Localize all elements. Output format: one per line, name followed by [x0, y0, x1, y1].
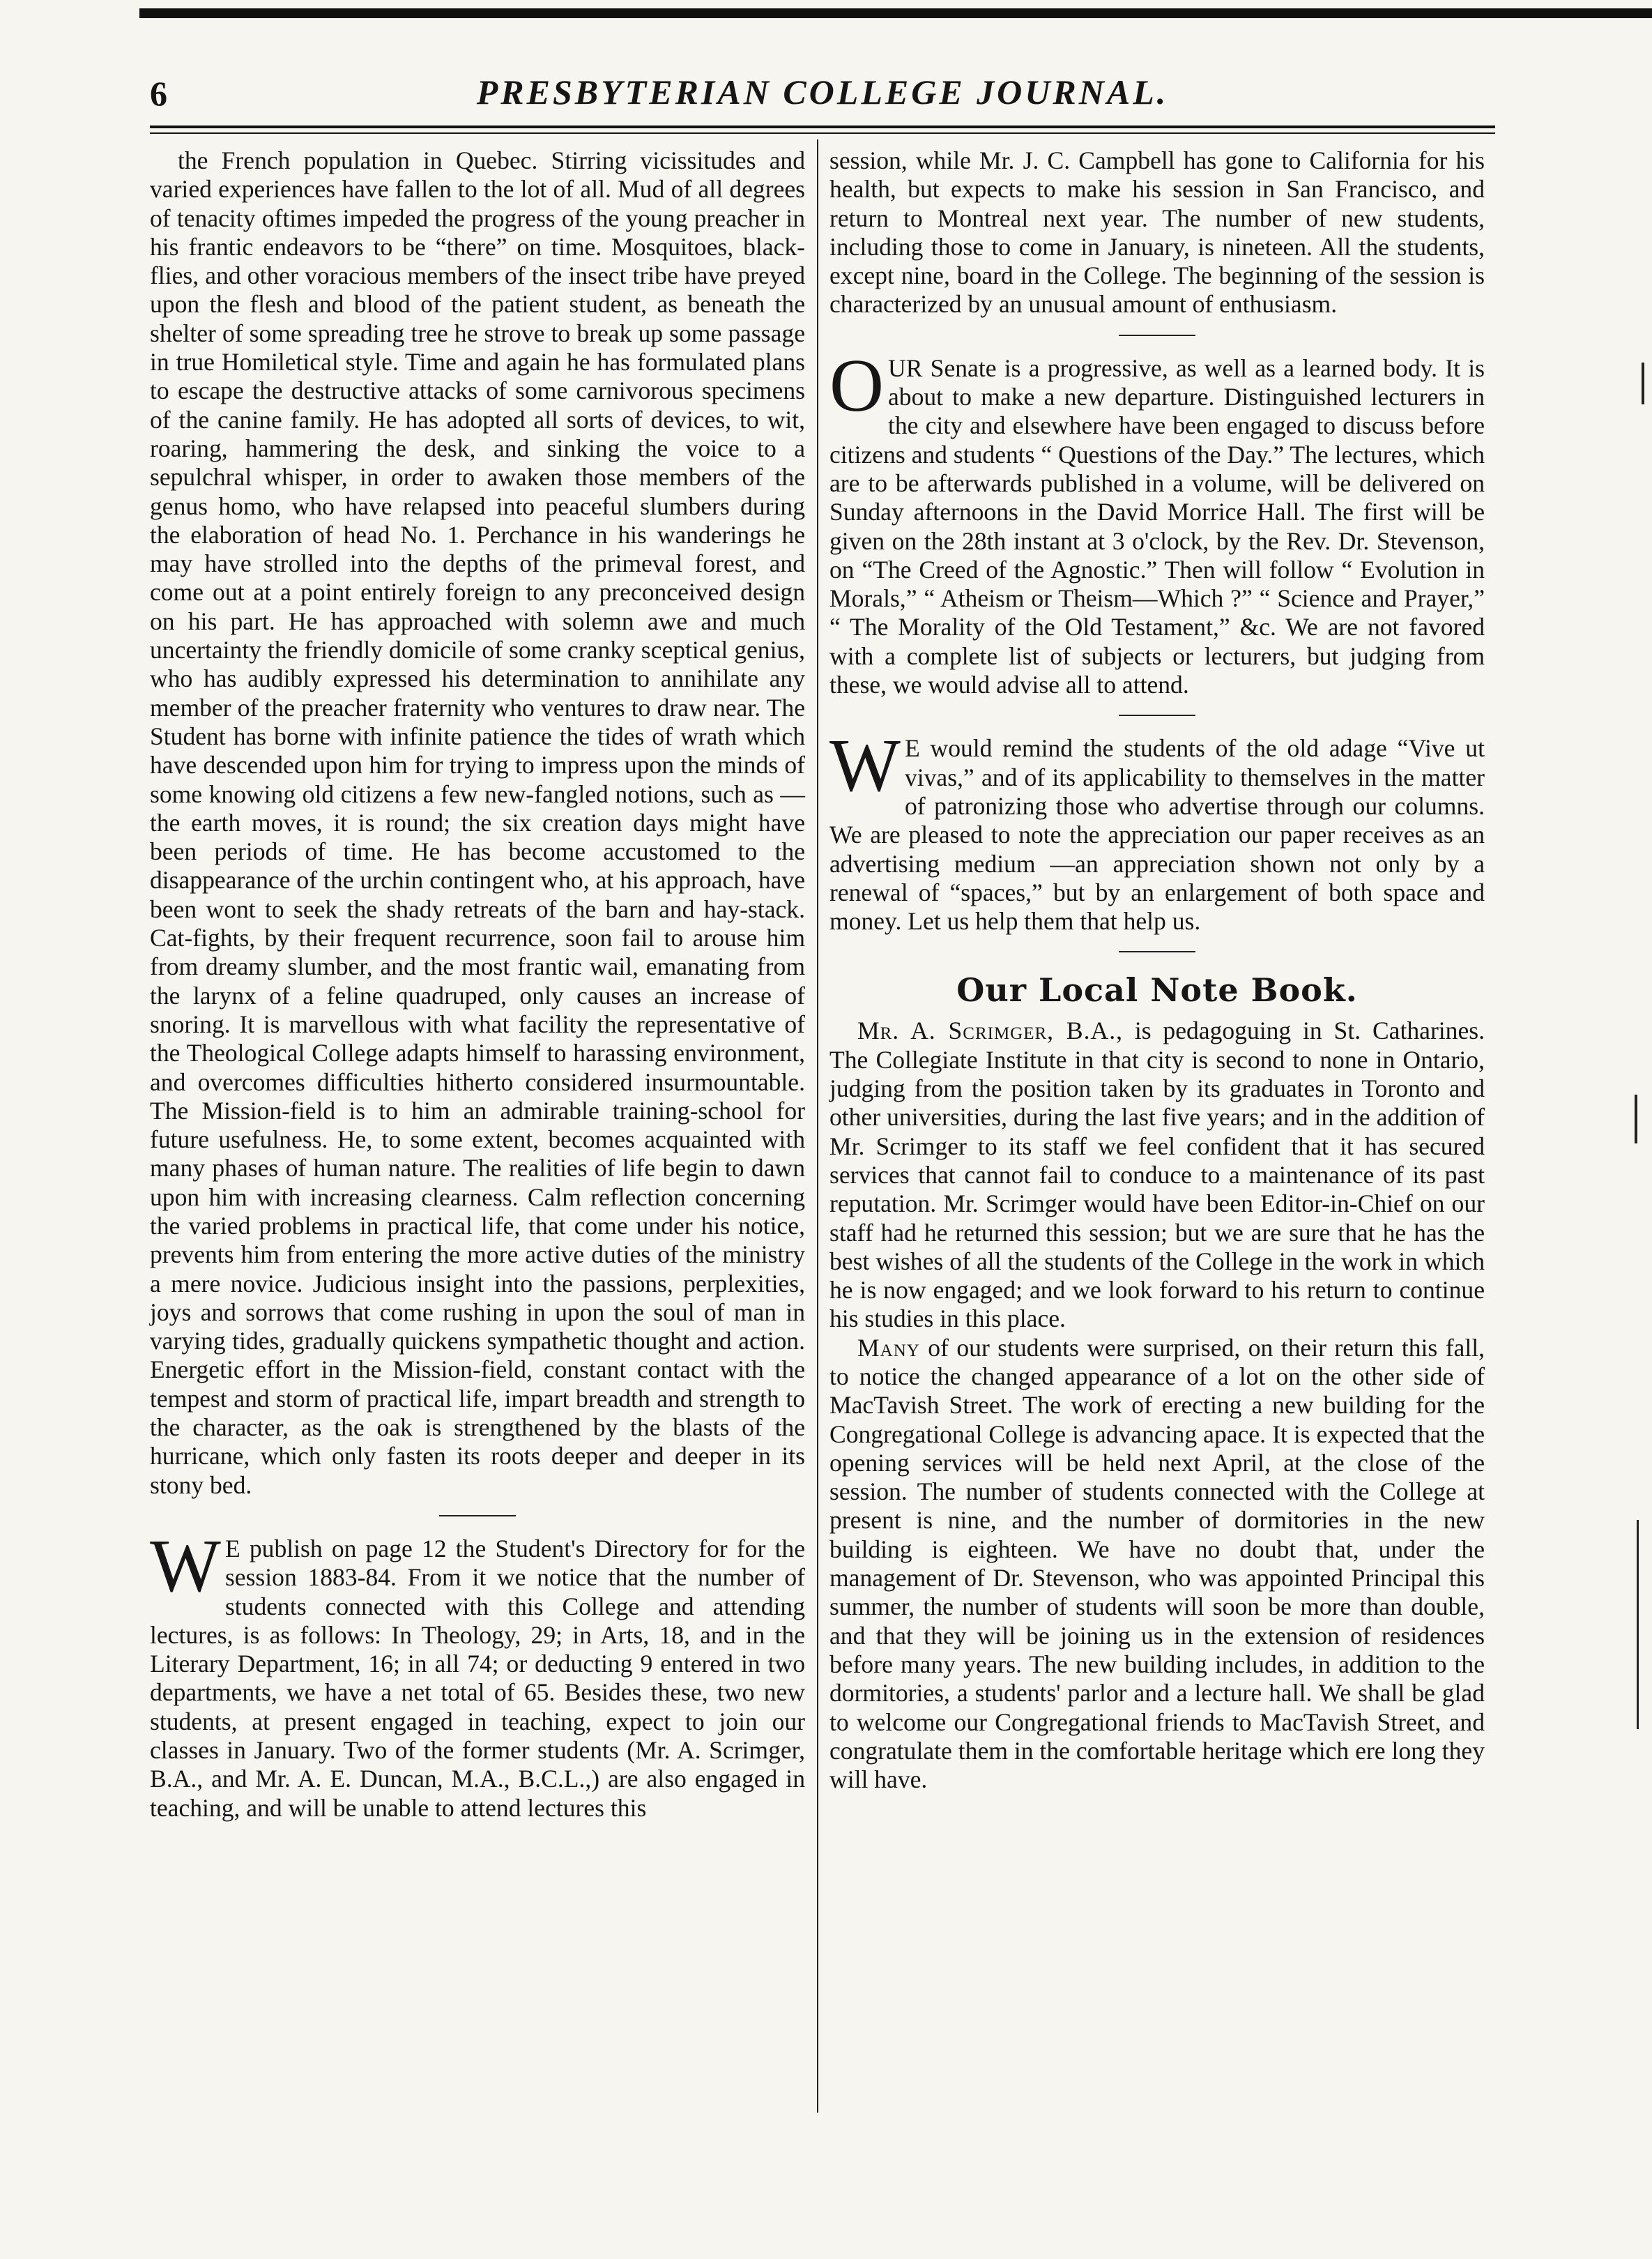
congregational-text: of our students were surprised, on their return this fall, to notice the changed appearance of a lot on the other side of MacTavish Street. The work of erecting a new building for the Congregational College is advancing apace. It is expected that the opening services will be held next April, at the close of the session. The number of students connected with the College at present is nine, and the number of dormitories in the new building is eighteen. We have no doubt that, under the management of Dr. Stevenson, who was appointed Principal this summer, the number of students will soon be more than double, and that they will be joining us in the extension of residences before many years. The new building includes, in addition to the dormitories, a students' parlor and a lecture hall. We shall be glad to welcome our Congregational friends to MacTavish Street, and congratulate them in the comfortable heritage which ere long they will have.	[829, 1333, 1485, 1794]
left-paragraph-mission-field: the French population in Quebec. Stirring vicissitudes and varied experiences have fallen to the lot of all. Mud of all degrees of tenacity oftimes impeded the progress of the young preacher in his frantic endeavors to be “there” on time. Mosquitoes, black-flies, and other voracious members of the insect tribe have preyed upon the flesh and blood of the patient student, as beneath the shelter of some spreading tree he strove to break up some passage in true Homiletical style. Time and again he has formulated plans to escape the destructive attacks of some carnivorous specimens of the canine family. He has adopted all sorts of devices, to wit, roaring, hammering the desk, and sinking the voice to a sepulchral whisper, in order to awaken those members of the genus homo, who have relapsed into peaceful slumbers during the elaboration of head No. 1. Perchance in his wanderings he may have strolled into the depths of the primeval forest, and come out at a point entirely foreign to any preconceived design on his part. He has approached with solemn awe and much uncertainty the friendly domicile of some cranky sceptical genius, who has audibly expressed his determination to annihilate any member of the preacher fraternity who ventures to draw near. The Student has borne with infinite patience the tides of wrath which have descended upon him for trying to impress upon the minds of some knowing old citizens a few new-fangled notions, such as —the earth moves, it is round; the six creation days might have been periods of time. He has become accustomed to the disappearance of the urchin contingent who, at his approach, have been wont to seek the shady retreats of the barn and hay-stack. Cat-fights, by their frequent recurrence, soon fail to arouse him from dreamy slumber, and the most frantic wail, emanating from the larynx of a feline quadruped, only causes an increase of snoring. It is marvellous with what facility the representative of the Theological College adapts himself to harassing environment, and overcomes difficulties hitherto considered insurmountable. The Mission-field is to him an admirable training-school for future usefulness. He, to some extent, becomes acquainted with many phases of human nature. The realities of life begin to dawn upon him with increasing clearness. Calm reflection concerning the varied problems in practical life, that come under his notice, prevents him from entering the more active duties of the ministry a mere novice. Judicious insight into the passions, perplexities, joys and sorrows that come rushing in upon the soul of man in varying tides, gradually quickens sympathetic thought and action. Energetic effort in the Mission-field, constant contact with the tempest and storm of practical life, impart breadth and strength to the character, as the oak is strengthened by the blasts of the hurricane, which only fasten its roots deeper and deeper in its stony bed.	[150, 146, 805, 1499]
page-number: 6	[150, 74, 167, 113]
right-paragraph-session: session, while Mr. J. C. Campbell has gone to California for his health, but expects to make his session in San Francisco, and return to Montreal next year. The number of new students, including those to come in January, is nineteen. All the students, except nine, board in the College. The beginning of the session is characterized by an unusual amount of enthusiasm.	[829, 146, 1485, 319]
section-title-local-note-book: Our Local Note Book.	[956, 971, 1358, 1010]
page-header	[150, 66, 1495, 129]
margin-mark	[1637, 1520, 1639, 1729]
section-separator	[1119, 335, 1195, 336]
margin-mark	[1635, 1095, 1637, 1143]
right-column	[829, 146, 1485, 1794]
left-paragraph-directory	[150, 1524, 805, 1823]
header-rule	[150, 126, 1495, 128]
right-paragraph-advertisers	[829, 724, 1485, 936]
running-title: PRESBYTERIAN COLLEGE JOURNAL.	[476, 73, 1169, 112]
section-separator	[1119, 951, 1195, 952]
section-separator	[439, 1515, 516, 1516]
drop-cap: W	[150, 1524, 221, 1608]
lead-in: Mr. A. Scrimger, B.A.,	[857, 1017, 1124, 1045]
scrimger-text: is pedagoguing in St. Catharines. The Collegiate Institute in that city is second to none in Ontario, judging from the position taken by its graduates in Toronto and other universities, during the last five years; and in the addition of Mr. Scrimger to its staff we feel confident that it has secured services that cannot fail to conduce to a maintenance of its past reputation. Mr. Scrimger would have been Editor-in-Chief on our staff had he returned this session; but we are sure that he has the best wishes of all the students of the College in the work in which he is now engaged; and we look forward to his return to continue his studies in this place.	[829, 1017, 1485, 1333]
left-column	[150, 146, 805, 1823]
right-paragraph-senate	[829, 344, 1485, 700]
column-divider	[817, 139, 818, 2113]
header-rule-thin	[150, 132, 1495, 134]
top-border-rule	[139, 8, 1652, 18]
right-paragraph-scrimger	[829, 1017, 1485, 1333]
right-paragraph-congregational	[829, 1334, 1485, 1795]
margin-mark	[1642, 363, 1644, 404]
senate-text: UR Senate is a progressive, as well as a learned body. It is about to make a new departure. Distinguished lecturers in the city and elsewhere have been engaged to discuss before citizens and students “ Questions of the Day.” The lectures, which are to be afterwards published in a volume, will be delivered on Sunday afternoons in the David Morrice Hall. The first will be given on the 28th instant at 3 o'clock, by the Rev. Dr. Stevenson, on “The Creed of the Agnostic.” Then will follow “ Evolution in Morals,” “ Atheism or Theism—Which ?” “ Science and Prayer,” “ The Morality of the Old Testament,” &c. We are not favored with a complete list of subjects or lecturers, but judging from these, we would advise all to attend.	[829, 353, 1485, 699]
directory-text: E publish on page 12 the Student's Directory for for the session 1883-84. From it we notice that the number of students connected with this College and attending lectures, is as follows: In Theology, 29; in Arts, 18, and in the Literary Department, 16; in all 74; or deducting 9 entered in two departments, we have a net total of 65. Besides these, two new students, at present engaged in teaching, expect to join our classes in January. Two of the former students (Mr. A. Scrimger, B.A., and Mr. A. E. Duncan, M.A., B.C.L.,) are also engaged in teaching, and will be unable to attend lectures this	[150, 1534, 805, 1822]
drop-cap: W	[829, 724, 901, 808]
lead-in: Many	[857, 1333, 920, 1362]
advertisers-text: E would remind the students of the old adage “Vive ut vivas,” and of its applicability to themselves in the matter of patronizing those who advertise through our columns. We are pleased to note the appreciation our paper receives as an advertising medium —an appreciation shown not only by a renewal of “spaces,” but by an enlargement of both space and money. Let us help them that help us.	[829, 734, 1485, 936]
section-separator	[1119, 715, 1195, 716]
drop-cap: O	[829, 344, 884, 427]
